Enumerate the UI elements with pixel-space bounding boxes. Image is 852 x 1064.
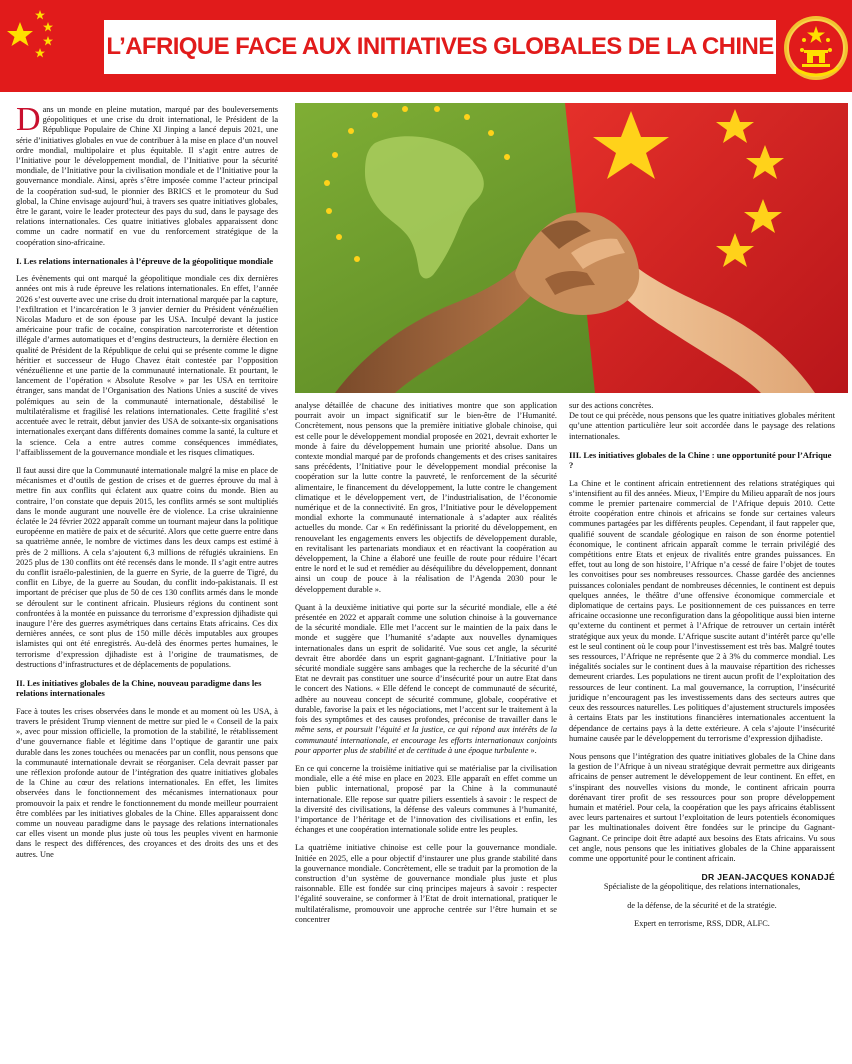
intro-paragraph: Dans un monde en pleine mutation, marqué par des bouleversements géopolitiques et une crise du droit international, le Président de la République Populaire de Chine XI Jinping a lancé depuis 2021, une série d’initiatives globales en vue de contribuer à la mise en place d’un nouvel ordre mondial, multipolaire et plus équitable. Il s’agit entre autres de l’Initiative pour le développement mondial, de l’Initiative pour la sécurité mondiale, de l’Initiative pour la civilisation mondiale et de l’Initiative pour la gouvernance mondiale. Ainsi, après s’être imposée comme l’acteur principal de la coopération sud-sud, le pionnier des BRICS et le promoteur du Sud global, la Chine envisage aujourd’hui, à travers ses quatre initiatives globales, être le garant, voire le leader protecteur des pays du sud, dans le paysage des relations internationales. Ces quatre initiatives globales apparaissent donc comme un cadre normatif en vue du renforcement stratégique de la coopération sino-africaine. bbox=[16, 101, 278, 247]
paragraph: La Chine et le continent africain entretiennent des relations stratégiques qui s’intensifient au fil des années. Mieux, l’Empire du Milieu apparaît de nos jours comme le premier partenaire commercial de l’Afrique depuis 2010. Cette étroite coopération entre chinois et africains se fonde sur certaines valeurs communes partagées par les différents peuples. Cependant, il faut rappeler que, qualifié souvent de scandale géologique en raison de son énorme potentiel économique, le continent africain apparaît comme le terrain privilégié des compétitions entre Etats et enjeux de rivalités entre grandes puissances. En effet, tout au long de son histoire, l’Afrique n’a cessé de faire l’objet de toutes les convoitises pour ses nombreuses ressources. Chasse gardée des anciennes puissances coloniales pendant de nombreuses décennies, le continent est depuis quelques années, le théâtre d’une offensive économique commerciale et diplomatique de certains pays. Le positionnement de ces puissances en terre africaine occasionne une reconfiguration dans la géopolitique aussi bien interne qu’externe du continent et permet à l’Afrique de retrouver un certain intérêt stratégique aux yeux du monde. L’Afrique suscite autant d’intérêt parce qu’elle est le seul continent où le coup pour l’investissement est très bas. Malgré toutes ses ressources, l’Afrique ne représente que 2 à 3% du commerce mondial. Les inégalités sociales sur le continent dues à la mauvaise répartition des richesses demeurent criardes. Les populations ne tirent aucun profit de l’exploitation des ressources de leur continent. La mal gouvernance, la corruption, l’insécurité juridique n’encouragent pas les investissements dans des secteurs autres que ceux des ressources naturelles. Les politiques d’ajustement structurels imposées à certains Etats par les institutions financières internationales accentuent la dépendance de certains pays à la dette extérieure. A cela s’ajoute l’insécurité humaine causée par le développement du terrorisme d’expression djihadiste. bbox=[569, 478, 835, 743]
section-heading-2: II. Les initiatives globales de la Chine, nouveau paradigme dans les relations internationales bbox=[16, 677, 262, 699]
section-heading-3: III. Les initiatives globales de la Chine : une opportunité pour l’Afrique ? bbox=[569, 449, 832, 471]
page-title: L’AFRIQUE FACE AUX INITIATIVES GLOBALES DE LA CHINE bbox=[106, 33, 774, 60]
china-national-emblem-icon bbox=[780, 10, 852, 86]
paragraph: La quatrième initiative chinoise est celle pour la gouvernance mondiale. Initiée en 2025, elle a pour objectif d’instaurer une plus grande stabilité dans la gouvernance mondiale. Concrètement, elle se traduit par la promotion de la construction d’un système de gouvernance mondiale plus juste et plus raisonnable. Elle est fondée sur cinq principes majeurs à savoir : respecter l’égalité souveraine, se conformer à l’Etat de droit international, pratiquer le multilatéralisme, promouvoir une approche centrée sur l’être humain et se concentrer bbox=[295, 843, 557, 924]
title-box bbox=[104, 20, 776, 74]
article-column-1 bbox=[16, 101, 278, 1060]
quote-text: Quant à la deuxième initiative qui porte sur la sécurité mondiale, elle a été présentée en 2022 et apparaît comme une solution chinoise à la gouvernance de la sécurité mondiale. Elle met l’accent sur le maintien de la paix dans le monde et suggère que l’humanité s’adapte aux nouvelles dynamiques internationales dans un esprit de solidarité. Vue sous cet angle, la sécurité devrait être abordée dans un esprit gagnant-gagnant. L’Initiative pour la sécurité mondiale suggère sans ambages que la recherche de la sécurité d’un Etat ne devrait pas constituer une source d’insécurité pour un autre Etat dans le concert des Nations. « Elle défend le concept de communauté de sécurité, adhère au nouveau concept de sécurité commune, globale, coopérative et durable, favorise la paix et les négociations, met l’accent sur le traitement à la fois des symptômes et des causes profondes, préconise de travailler dans le bbox=[295, 602, 557, 725]
paragraph: sur des actions concrètes. bbox=[569, 401, 654, 410]
paragraph: analyse détaillée de chacune des initiatives montre que son application pourrait avoir un impact significatif sur le bien-être de l’Humanité. Concrètement, nous pensons que la première initiative globale chinoise, qui est celle pour le développement mondial proposée en 2021, devrait exhorter le monde à faire du développement humain une priorité absolue. Dans un contexte mondial marqué par de profonds changements et des crises sanitaires sans précédents, l’Initiative pour le développement mondial préconise la coopération sur la lutte contre la pauvreté, le renforcement de la sécurité alimentaire, le financement du développement, la lutte contre le changement climatique et le développement vert, de l’industrialisation, de l’économie numérique et de la connectivité. En gros, l’Initiative pour le développement mondial exhorte la communauté internationale à s’adapter aux réalités actuelles du monde. Car « En redéfinissant la priorité du développement, en renouvelant les engagements envers les objectifs de développement durable, en revitalisant les partenariats mondiaux et en réactivant la coopération au développement, la Chine a élaboré une feuille de route pour réduire l’écart entre le nord et le sud et remédier au déséquilibre du développement, donnant ainsi un coup de pouce à la réalisation de l’Agenda 2030 pour le développement durable ». bbox=[295, 401, 557, 594]
paragraph: En ce qui concerne la troisième initiative qui se matérialise par la civilisation mondiale, elle a été mise en place en 2023. Elle apparaît en effet comme un bien public international, proposé par la Chine à la communauté internationale. Elle repose sur quatre piliers essentiels à savoir : le respect de la diversité des civilisations, la défense des valeurs communes à l’humanité, l’importance de l’héritage et de l’innovation des civilisations et enfin, les échanges et une coopération internationale solide entre les peuples. bbox=[295, 763, 557, 835]
italic-quote: même sens, et poursuit l’équité et la justice, ce qui répond aux intérêts de la communauté internationale, et encourage les efforts internationaux conjoints pour apporter plus de stabilité et de certitude à une époque turbulente bbox=[295, 725, 557, 755]
author-credentials-line: Expert en terrorisme, RSS, DDR, ALFC. bbox=[634, 918, 770, 928]
paragraph-with-quote bbox=[295, 603, 557, 756]
author-name: DR JEAN-JACQUES KONADJÉ bbox=[701, 872, 835, 883]
header-banner bbox=[0, 0, 852, 92]
author-credentials-line: Spécialiste de la géopolitique, des relations internationales, bbox=[603, 882, 801, 892]
paragraph: Nous pensons que l’intégration des quatre initiatives globales de la Chine dans la gestion de l’Afrique à un niveau stratégique devrait permettre aux dirigeants africains de penser autrement le développement de leur continent. En effet, en s’inspirant des nouvelles visions du monde, le continent africain pourra dorénavant tirer profit de ses ressources pour son propre développement humain et matériel. Pour cela, la coopération que les pays africains établissent avec leurs partenaires et surtout l’exploitation de leurs potentiels économiques par les multinationales doivent être fondées sur le principe du Gagnant-Gagnant. Ce principe doit être adapté aux besoins des Etats africains. Vu sous cet angle, nous pensons que les initiatives globales de la Chine apparaissent comme une opportunité pour le continent africain. bbox=[569, 751, 835, 863]
paragraph: Il faut aussi dire que la Communauté internationale malgré la mise en place de mécanismes et d’outils de gestion de crises et de guerres éprouve du mal à mettre fin aux conflits qui éclatent aux quatre coins du monde. Bien au contraire, l’on constate que depuis 2015, les conflits armés se sont multipliés dans le monde augurant une nouvelle ère de violence. La crise ukrainienne éclatée le 24 février 2022 apparaît comme un tournant majeur dans la politique européenne en matière de paix et de sécurité. Alors que cette guerre entre dans sa quatrième année, le nombre de victimes dans les deux camps est estimé à près de 2 millions. A cela s’ajoutent 6,3 millions de réfugiés ukrainiens. En 2025 plus de 130 conflits ont été recensés dans le monde. Il s’agit entre autres du conflit israélo-palestinien, de la guerre en Syrie, de la guerre de Tigré, du conflit en Libye, de la guerre au Soudan, du conflit indo-pakistanais. Il est important de préciser que plus de 50 de ces 130 conflits armés dans le monde se déroulent sur le continent africain. Plusieurs régions du continent sont confrontées à la montée en puissance du terrorisme d’expression djihadiste qui inaugure l’ère des guerres asymétriques dans certains Etats africains. Ces dix dernières années, ce sont plus de 150 mille décès imputables aux groupes islamistes qui ont été enregistrés. Au-delà des énormes pertes humaines, le terrorisme d’expression djihadiste est à l’origine de traumatismes, de destructions d’infrastructures et de déplacements de populations. bbox=[16, 465, 278, 669]
africa-china-clasped-hands-illustration bbox=[295, 103, 848, 393]
author-credentials-line: de la défense, de la sécurité et de la stratégie. bbox=[627, 900, 777, 910]
article-column-3 bbox=[569, 401, 835, 1061]
china-flag-icon bbox=[0, 0, 96, 92]
paragraph: Face à toutes les crises observées dans le monde et au moment où les USA, à travers le président Trump viennent de mettre sur pied le « Conseil de la paix », avec pour mission officielle, la promotion de la stabilité, le rétablissement d’une gouvernance fiable et légitime dans l’optique de garantir une paix durable dans les zones touchées ou menacées par un conflit, nous pensons que la communauté internationale devrait se réorganiser. Cela devrait passer par une réflexion profonde autour de l’intégration des quatre initiatives globales de la Chine au cœur des relations internationales. En effet, les limites observées dans le fonctionnement des mécanismes internationaux pour promouvoir la paix et rendre le fonctionnement du monde meilleur pourraient être comblées par les initiatives globales de la Chine. Elles apparaissent donc comme un nouveau paradigme dans le paysage des relations internationales car elles visent un monde plus juste où tous les peuples vivent en harmonie dans le respect des différences, des croyances et des droits des uns et des autres. Une bbox=[16, 706, 278, 859]
quote-end: ». bbox=[528, 745, 537, 755]
paragraph: De tout ce qui précède, nous pensons que les quatre initiatives globales méritent qu’une attention particulière leur soit accordée dans le paysage des relations internationales. bbox=[569, 411, 835, 441]
paragraph: Les évènements qui ont marqué la géopolitique mondiale ces dix dernières années ont mis à rude épreuve les relations internationales. En effet, l’année 2026 s’est ouverte avec une crise du droit international marquée par la capture, l’exfiltration et l’incarcération le 3 janvier dernier du Président vénézuélien Nicolas Maduro et de son épouse par les USA. Inculpé devant la justice américaine pour trafic de cocaïne, conspiration narcoterroriste et détention illégale d’armes automatiques et d’engins destructeurs, la dernière élection en qualité de Président de la République de celui qui se présente comme le digne héritier et successeur de Hugo Chavez était contestée par l’opposition vénézuélienne et une partie de la communauté internationale. Et pourtant, le lancement de l’opération « Absolute Resolve » par les USA en territoire étranger, sans mandat de l’Organisation des Nations Unies a suscité de vives polémiques au sein de la communauté internationale, déstabilisé le multilatéralisme et fragilisé les relations internationales. Cette fragilité s’est accentuée avec le retrait, début janvier des USA de soixante-six organisations internationales exerçant dans différents domaines comme la santé, la culture et la science. Cela a entre autres comme conséquences immédiates, l’affaiblissement de la gouvernance mondiale et les risques climatiques. bbox=[16, 274, 278, 457]
article-column-2 bbox=[295, 401, 557, 1061]
section-heading-1: I. Les relations internationales à l’épreuve de la géopolitique mondiale bbox=[16, 255, 274, 266]
